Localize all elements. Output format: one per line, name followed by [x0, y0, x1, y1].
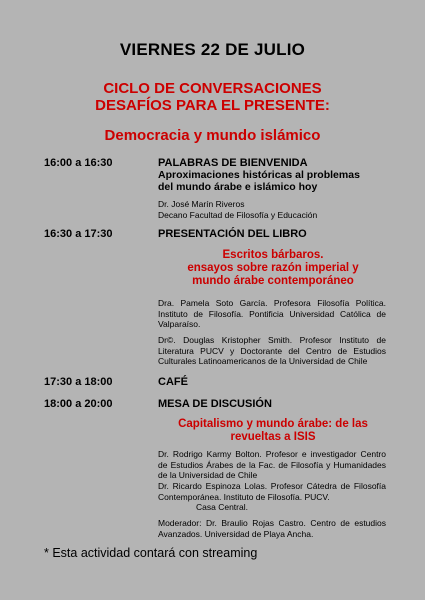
moderator: Moderador: Dr. Braulio Rojas Castro. Centro de estudios Avanzados. Universidad de Playa Ancha. — [158, 518, 386, 539]
book-title-line2: ensayos sobre razón imperial y — [187, 262, 359, 274]
session-title-2: PRESENTACIÓN DEL LIBRO — [158, 228, 307, 240]
cycle-title — [0, 80, 425, 114]
session-speaker-2a: Dra. Pamela Soto García. Profesora Filosofía Política. Instituto de Filosofía. Pontificia Universidad Católica de Valparaíso. — [158, 298, 386, 329]
session-subtitle-1 — [158, 169, 388, 193]
discussion-topic-line2: revueltas a ISIS — [230, 431, 316, 443]
discussion-topic-line1: Capitalismo y mundo árabe: de las — [178, 418, 368, 430]
session-title-4: MESA DE DISCUSIÓN — [158, 398, 272, 410]
session-time-3: 17:30 a 18:00 — [44, 376, 113, 388]
book-title-line1: Escritos bárbaros. — [222, 249, 324, 261]
session-time-2: 16:30 a 17:30 — [44, 228, 113, 240]
session-subtitle-1-line1: Aproximaciones históricas al problemas — [158, 169, 360, 181]
cycle-title-line2: DESAFÍOS PARA EL PRESENTE: — [95, 97, 330, 114]
cycle-title-line1: CICLO DE CONVERSACIONES — [103, 80, 322, 97]
theme-title: Democracia y mundo islámico — [104, 127, 321, 144]
session-speaker-4b-location: Casa Central. — [196, 502, 248, 512]
book-title — [158, 249, 388, 288]
session-title-1: PALABRAS DE BIENVENIDA — [158, 157, 308, 169]
session-speaker-1 — [158, 199, 386, 220]
session-time-4: 18:00 a 20:00 — [44, 398, 113, 410]
session-speaker-4a: Dr. Rodrigo Karmy Bolton. Profesor e investigador Centro de Estudios Árabes de la Fac. de Filosofía y Humanidades de la Universidad de Chile — [158, 449, 386, 480]
streaming-note: * Esta actividad contará con streaming — [44, 546, 258, 560]
session-subtitle-1-line2: del mundo árabe e islámico hoy — [158, 181, 318, 193]
session-speaker-2b: Dr©. Douglas Kristopher Smith. Profesor Instituto de Literatura PUCV y Doctorante del Centro de Estudios Culturales Latinoamericanos de la Universidad de Chile — [158, 335, 386, 366]
event-date: VIERNES 22 DE JULIO — [119, 40, 306, 59]
session-speaker-4b: Dr. Ricardo Espinoza Lolas. Profesor Cátedra de Filosofía Contemporánea. Instituto de Filosofía. PUCV. — [158, 481, 386, 502]
session-time-1: 16:00 a 16:30 — [44, 157, 113, 169]
book-title-line3: mundo árabe contemporáneo — [192, 275, 354, 287]
speaker-affiliation: Decano Facultad de Filosofía y Educación — [158, 209, 318, 220]
session-title-3: CAFÉ — [158, 376, 188, 388]
discussion-topic — [158, 418, 388, 444]
speaker-name: Dr. José Marín Riveros — [158, 199, 245, 209]
